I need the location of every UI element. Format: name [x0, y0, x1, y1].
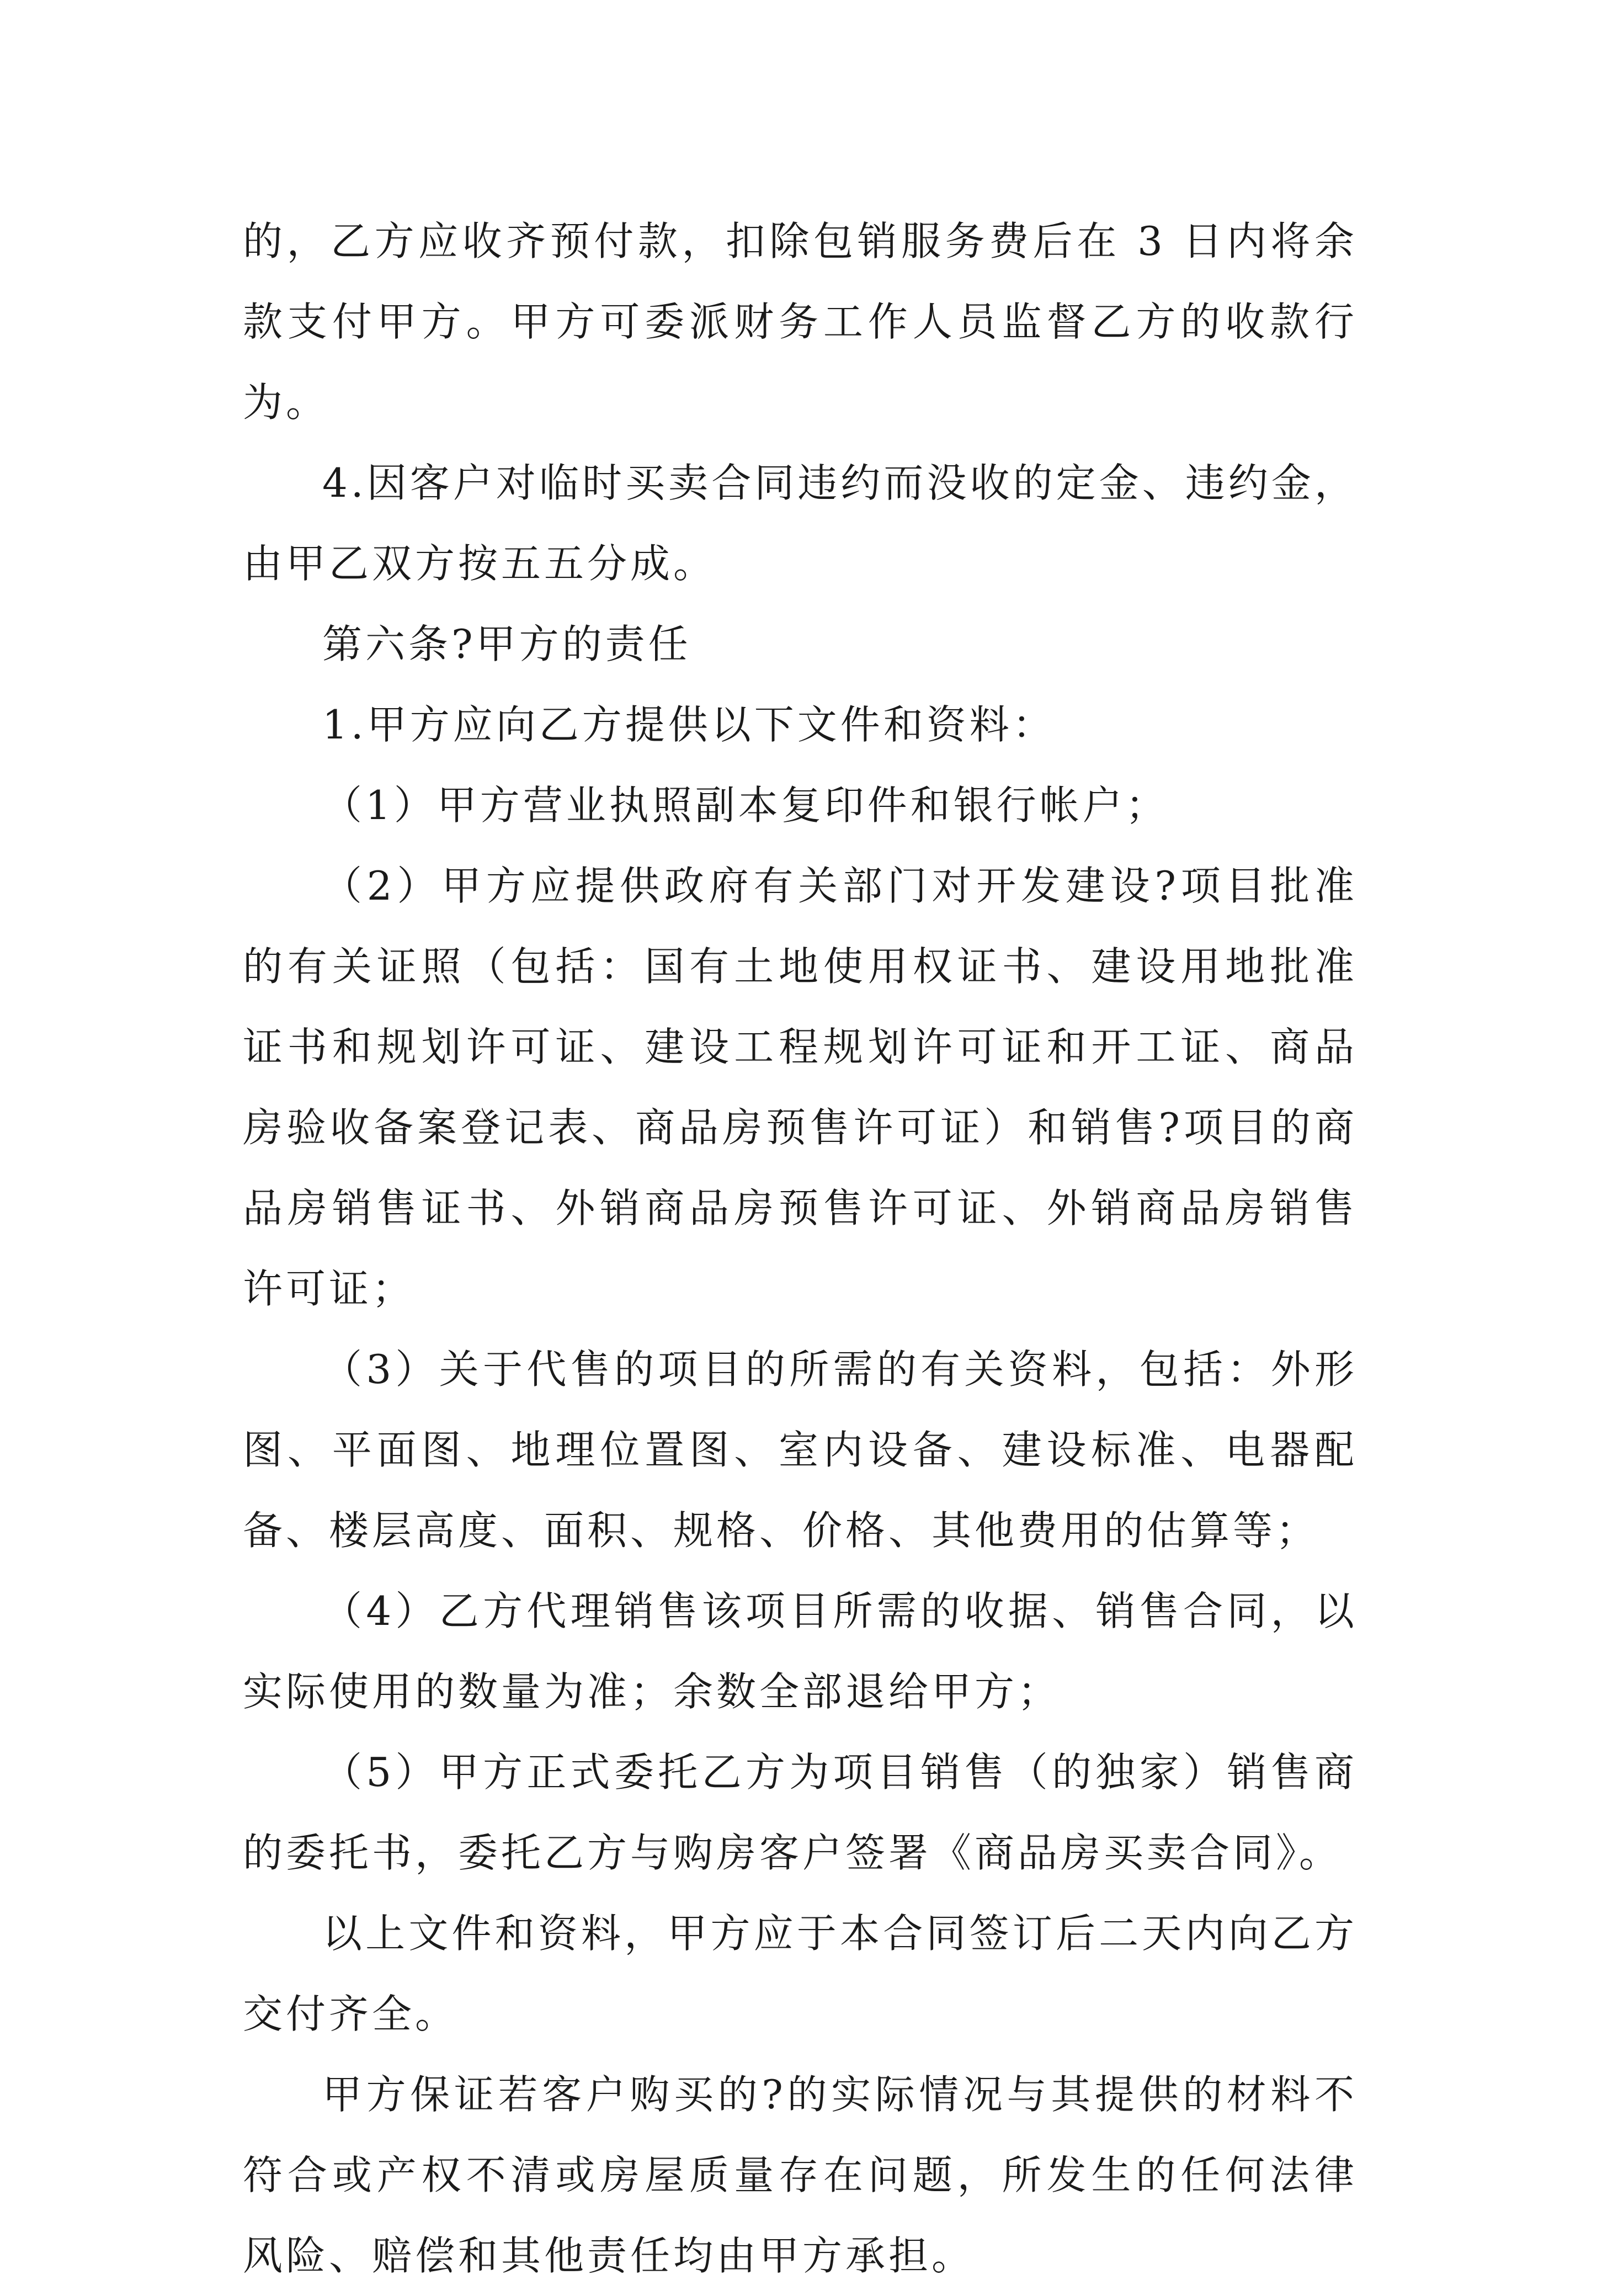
paragraph-item-4-deposit: 4.因客户对临时买卖合同违约而没收的定金、违约金，由甲乙双方按五五分成。 — [243, 460, 1358, 587]
paragraph-subitem-2: （2）甲方应提供政府有关部门对开发建设?项目批准的有关证照（包括：国有土地使用权证书、建设用地批准证书和规划许可证、建设工程规划许可证和开工证、商品房验收备案登记表、商品房预售许可证）和销售?项目的商品房销售证书、外销商品房预售许可证、外销商品房销售许可证； — [243, 863, 1358, 1312]
section-heading-article-6: 第六条?甲方的责任 — [322, 621, 691, 667]
document-body — [243, 201, 1358, 2296]
paragraph-delivery-deadline: 以上文件和资料，甲方应于本合同签订后二天内向乙方交付齐全。 — [243, 1910, 1358, 2037]
paragraph-subitem-1: （1）甲方营业执照副本复印件和银行帐户； — [322, 782, 1169, 828]
paragraph-subitem-5: （5）甲方正式委托乙方为项目销售（的独家）销售商的委托书，委托乙方与购房客户签署《商品房买卖合同》。 — [243, 1749, 1358, 1876]
paragraph-guarantee: 甲方保证若客户购买的?的实际情况与其提供的材料不符合或产权不清或房屋质量存在问题，所发生的任何法律风险、赔偿和其他责任均由甲方承担。 — [243, 2071, 1358, 2279]
paragraph-subitem-3: （3）关于代售的项目的所需的有关资料，包括：外形图、平面图、地理位置图、室内设备、建设标准、电器配备、楼层高度、面积、规格、价格、其他费用的估算等； — [243, 1346, 1358, 1554]
paragraph-payment-continuation: 的，乙方应收齐预付款，扣除包销服务费后在 3 日内将余款支付甲方。甲方可委派财务工作人员监督乙方的收款行为。 — [243, 218, 1358, 426]
paragraph-subitem-4: （4）乙方代理销售该项目所需的收据、销售合同，以实际使用的数量为准；余数全部退给甲方； — [243, 1588, 1358, 1715]
paragraph-item-1-documents: 1.甲方应向乙方提供以下文件和资料： — [322, 701, 1056, 748]
